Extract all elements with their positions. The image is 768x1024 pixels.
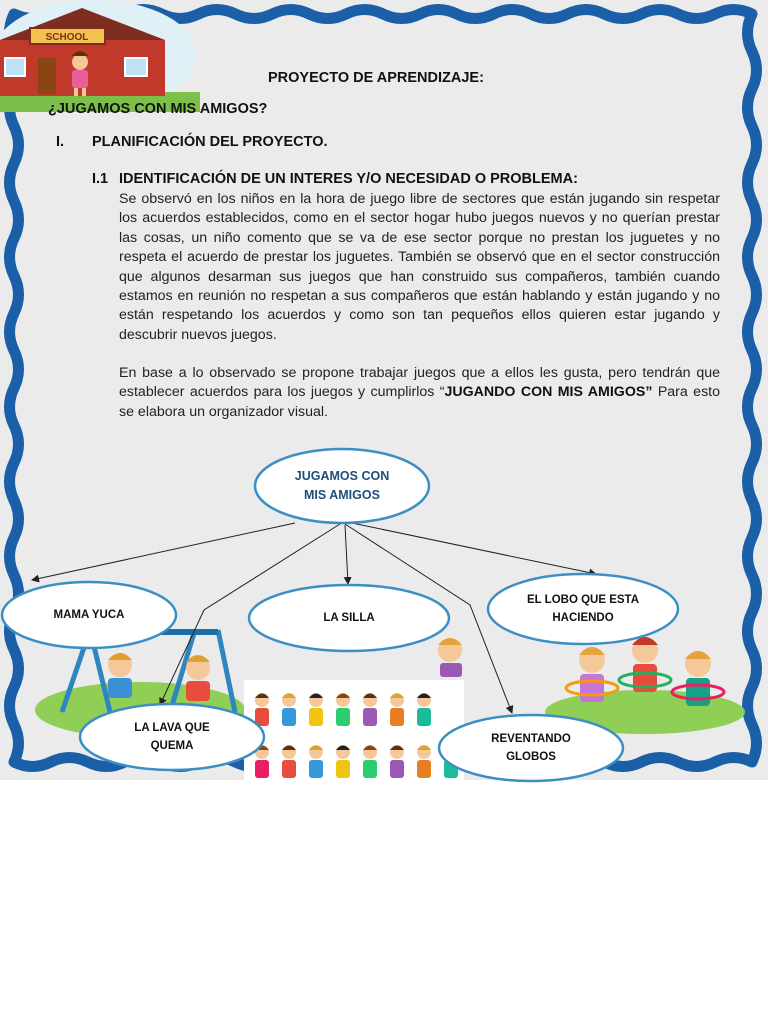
proposal-text-end: Para esto se elabora un organizador visual. bbox=[119, 384, 720, 420]
kid-body bbox=[390, 708, 404, 726]
observation-paragraph: Se observó en los niños en la hora de juego libre de sectores que están jugando sin respetar los acuerdos establecidos, como en el sector hogar hubo juegos nuevos y no querían prestar las cosas, un niño comento que se va de ese sector porque no prestan los juguetes y no respeta el acuerdo de prestar los juguetes. También se observó que en el sector construcción que algunos desarman sus juegos que han construido sus compañeros, también cuando estamos en reunión no respetan a sus compañeros que están hablando y están jugando y no están respetando los acuerdos y como son tan pequeños ellos quieren estar jugando y descubrir nuevos juegos. bbox=[119, 191, 720, 343]
organizer-root bbox=[262, 456, 422, 516]
subsection-title: IDENTIFICACIÓN DE UN INTERES Y/O NECESIDAD O PROBLEMA: bbox=[119, 171, 578, 187]
section-number: I. bbox=[56, 134, 65, 150]
node-label-line-2: GLOBOS bbox=[506, 751, 556, 763]
kid-body bbox=[309, 708, 323, 726]
kid-body bbox=[282, 708, 296, 726]
node-label-line-1: REVENTANDO bbox=[491, 733, 571, 745]
kid-body bbox=[336, 760, 350, 778]
node-label-line-1: LA LAVA QUE bbox=[134, 722, 210, 734]
children-games-illustration bbox=[244, 680, 464, 800]
kid-body bbox=[309, 760, 323, 778]
node-label: MAMA YUCA bbox=[53, 609, 125, 621]
kid-body bbox=[336, 708, 350, 726]
project-question: ¿JUGAMOS CON MIS AMIGOS? bbox=[48, 101, 268, 117]
kid-body bbox=[255, 760, 269, 778]
node-reventando bbox=[446, 728, 616, 768]
node-la-lava bbox=[87, 717, 257, 757]
school-sign-text: SCHOOL bbox=[45, 32, 89, 43]
kid-body bbox=[363, 708, 377, 726]
node-el-lobo bbox=[493, 589, 673, 629]
node-mama-yuca bbox=[9, 595, 169, 635]
root-line-2: MIS AMIGOS bbox=[304, 488, 380, 502]
kid-body bbox=[363, 760, 377, 778]
kid-body bbox=[417, 708, 431, 726]
node-label-line-2: QUEMA bbox=[150, 740, 194, 752]
subsection-number: I.1 bbox=[92, 171, 109, 187]
proposal-text: En base a lo observado se propone trabajar juegos que a ellos les gusta, pero tendrán que establecer acuerdos para los juegos y cumplirlos “ bbox=[119, 365, 720, 401]
node-label-line-2: HACIENDO bbox=[552, 612, 614, 624]
kid-body bbox=[417, 760, 431, 778]
kid-body bbox=[390, 760, 404, 778]
root-line-1: JUGAMOS CON bbox=[294, 469, 390, 483]
node-label: LA SILLA bbox=[323, 612, 375, 624]
document-title: PROYECTO DE APRENDIZAJE: bbox=[268, 70, 484, 86]
proposal-emphasis: JUGANDO CON MIS AMIGOS” bbox=[444, 384, 653, 401]
section-title: PLANIFICACIÓN DEL PROYECTO. bbox=[92, 134, 328, 150]
node-la-silla bbox=[259, 598, 439, 638]
kid-body bbox=[282, 760, 296, 778]
node-label-line-1: EL LOBO QUE ESTA bbox=[526, 594, 640, 606]
